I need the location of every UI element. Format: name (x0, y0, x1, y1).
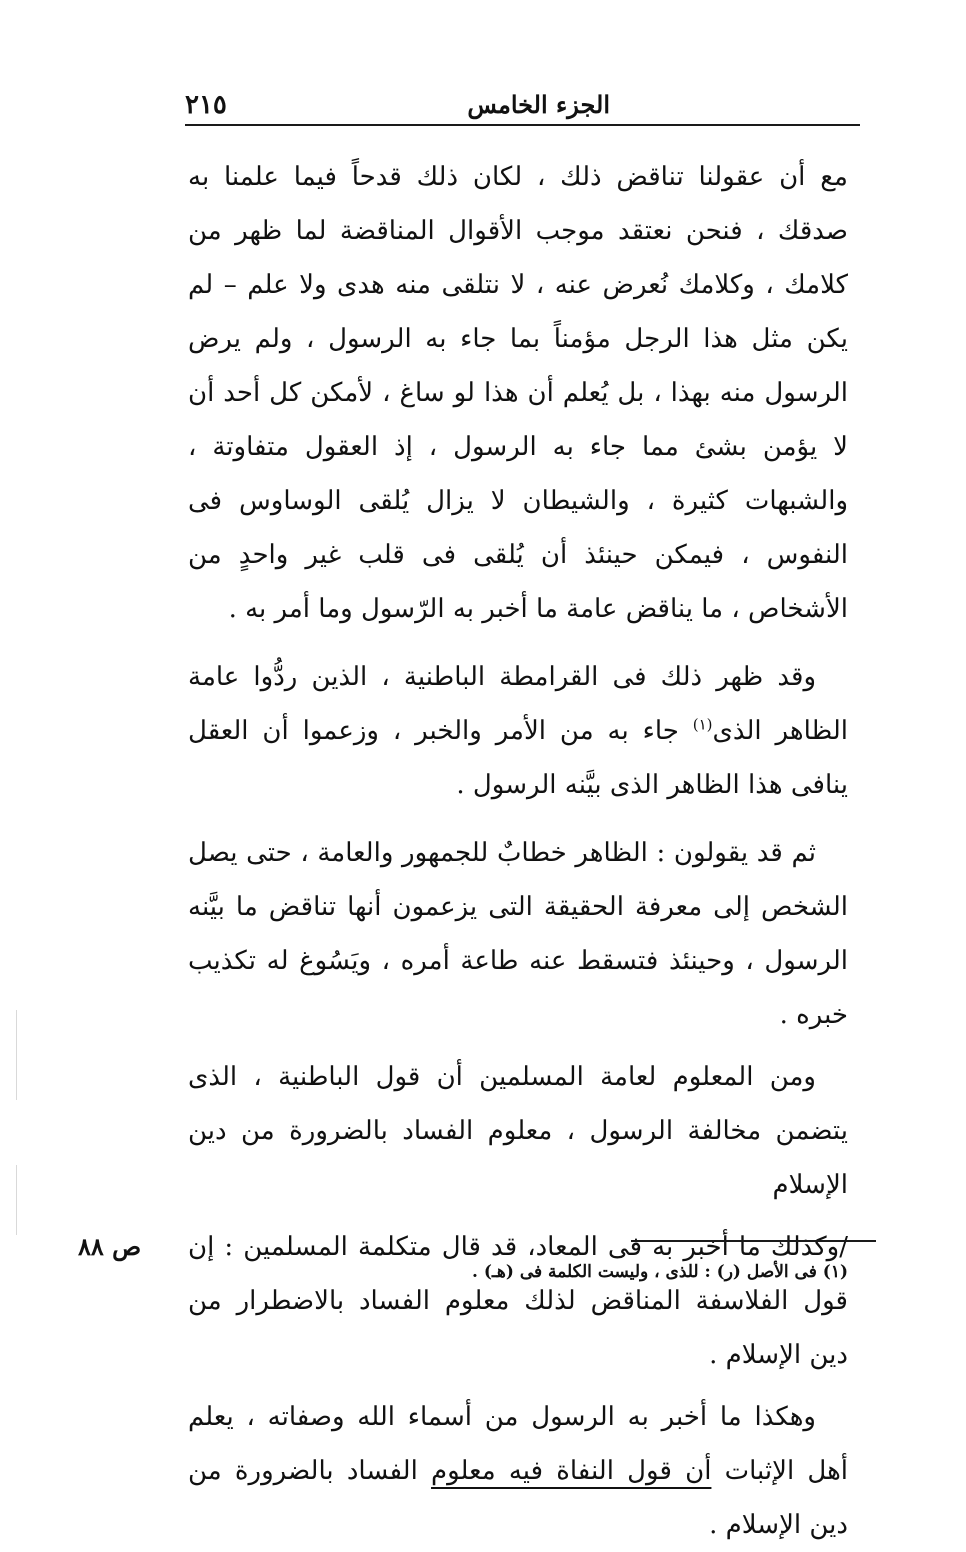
paragraph-3: ثم قد يقولون : الظاهر خطابٌ للجمهور والعامة ، حتى يصل الشخص إلى معرفة الحقيقة التى يزعمون أنها تناقض ما بيَّنه الرسول ، وحينئذ فتسقط عنه طاعة أمره ، ويَسُوغ له تكذيب خبره . (188, 838, 848, 1030)
footnote: (١) فى الأصل (ر) : للذى ، وليست الكلمة فى (هـ) . (472, 1262, 848, 1282)
page-header (185, 84, 860, 126)
paragraph-2-start: وقد ظهر ذلك فى القرامطة الباطنية ، الذين ردُّوا عامة الظاهر الذى (188, 662, 848, 746)
paragraph-6-start: وهكذا ما أخبر به الرسول من أسماء الله وصفاته ، يعلم أهل الإثبات (188, 1402, 849, 1486)
main-text (78, 150, 849, 1552)
scan-edge-line (16, 1010, 17, 1100)
underlined-phrase: أن قول النفاة فيه معلوم (431, 1456, 712, 1486)
paragraph-4: ومن المعلوم لعامة المسلمين أن قول الباطنية ، الذى يتضمن مخالفة الرسول ، معلوم الفساد بالضرورة من دين الإسلام (188, 1062, 848, 1200)
paragraph-2 (188, 650, 848, 812)
running-title: الجزء الخامس (467, 90, 610, 119)
margin-page-reference: ص ٨٨ (78, 1232, 142, 1261)
paragraph-1: مع أن عقولنا تناقض ذلك ، لكان ذلك قدحاً فيما علمنا به صدقك ، فنحن نعتقد موجب الأقوال المناقضة لما ظهر من كلامك ، وكلامك نُعرض عنه ، لا نتلقى منه هدى ولا علم – لم يكن مثل هذا الرجل مؤمناً بما جاء به الرسول ، ولم يرض الرسول منه بهذا ، بل يُعلم أن هذا لو ساغ ، لأمكن كل أحد أن لا يؤمن بشئ مما جاء به الرسول ، إذ العقول متفاوتة ، والشبهات كثيرة ، والشيطان لا يزال يُلقى الوساوس فى النفوس ، فيمكن حينئذ أن يُلقى فى قلب غير واحدٍ من الأشخاص ، ما يناقض عامة ما أخبر به الرّسول وما أمر به . (188, 162, 848, 624)
paragraph-2-end: جاء به من الأمر والخبر ، وزعموا أن العقل ينافى هذا الظاهر الذى بيَّنه الرسول . (188, 716, 848, 800)
paragraph-6 (188, 1390, 848, 1552)
footnote-divider (631, 1240, 876, 1242)
footnote-reference: (١) (692, 715, 713, 734)
paragraph-5: /وكذلك ما أخبر به فى المعاد، قد قال متكلمة المسلمين : إن قول الفلاسفة المناقض لذلك معلوم الفساد بالاضطرار من دين الإسلام . (188, 1232, 848, 1370)
page-number: ٢١٥ (185, 90, 227, 120)
paragraph-6-end: الفساد بالضرورة من دين الإسلام . (188, 1456, 848, 1540)
scan-edge-line (16, 1165, 17, 1235)
paragraph-5-wrapper (78, 1220, 848, 1382)
